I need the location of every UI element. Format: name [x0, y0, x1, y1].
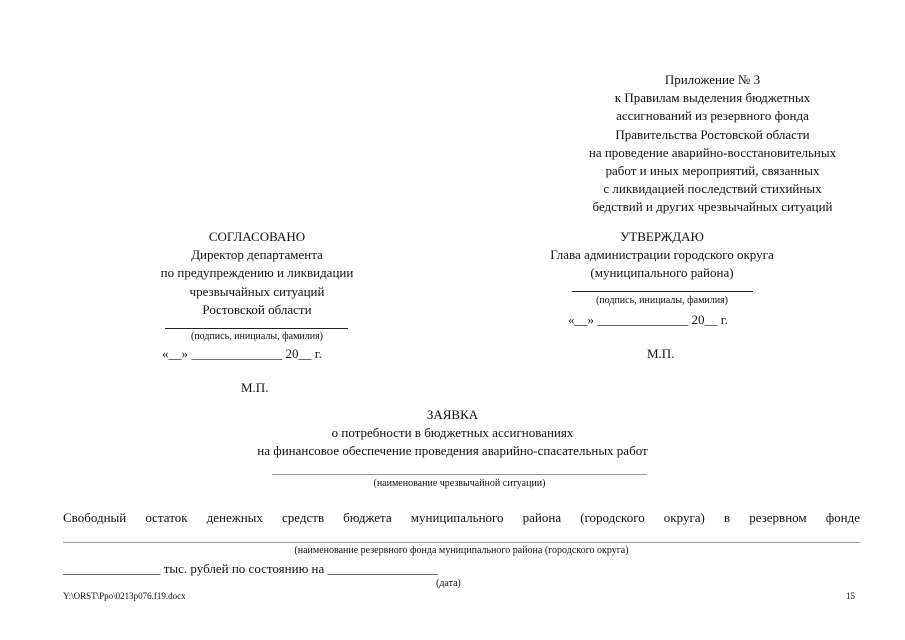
- appendix-line: к Правилам выделения бюджетных: [614, 90, 811, 106]
- approved-signature-caption: (подпись, инициалы, фамилия): [595, 295, 729, 306]
- request-title: ЗАЯВКА: [426, 407, 479, 422]
- agreed-position-line: Директор департамента: [191, 247, 323, 263]
- agreed-signature-caption: (подпись, инициалы, фамилия): [190, 331, 324, 342]
- approved-position-line: (муниципального района): [590, 265, 734, 281]
- body-paragraph: Свободный остаток денежных средств бюджета муниципального района (городского округа) в резервном фонде: [63, 510, 860, 525]
- appendix-line: Правительства Ростовской области: [615, 126, 810, 142]
- footer-file-path: Y:\ORST\Ppo\0213p076.f19.docx: [63, 591, 186, 601]
- request-subtitle: о потребности в бюджетных ассигнованиях: [331, 425, 574, 441]
- fund-name-line: [63, 542, 860, 543]
- appendix-line: ассигнований из резервного фонда: [616, 108, 809, 124]
- emergency-name-line: [272, 474, 647, 475]
- fund-caption: (наименование резервного фонда муниципального района (городского округа): [294, 545, 629, 556]
- appendix-line: на проведение аварийно-восстановительных: [588, 144, 837, 160]
- approved-block: [512, 228, 812, 283]
- approved-title: УТВЕРЖДАЮ: [620, 229, 704, 244]
- agreed-date-line: «__» ______________ 20__ г.: [162, 346, 322, 361]
- agreed-position-line: по предупреждению и ликвидации: [160, 265, 354, 281]
- agreed-signature-line: [165, 328, 348, 329]
- agreed-position-line: чрезвычайных ситуаций: [189, 283, 325, 299]
- emergency-caption: (наименование чрезвычайной ситуации): [373, 478, 546, 489]
- approved-stamp: М.П.: [647, 346, 675, 361]
- agreed-stamp: М.П.: [241, 380, 269, 395]
- approved-position-line: Глава администрации городского округа: [550, 247, 774, 263]
- date-caption: (дата): [436, 578, 461, 589]
- footer-page-number: 15: [846, 591, 855, 601]
- amount-line: _______________ тыс. рублей по состоянию на _________________: [63, 561, 439, 576]
- approved-date-line: «__» ______________ 20__ г.: [568, 312, 728, 327]
- appendix-line: с ликвидацией последствий стихийных: [603, 181, 822, 197]
- appendix-block: [560, 71, 865, 217]
- agreed-title: СОГЛАСОВАНО: [208, 229, 306, 244]
- appendix-line: бедствий и других чрезвычайных ситуаций: [592, 199, 833, 215]
- agreed-block: [117, 228, 397, 319]
- request-subtitle: на финансовое обеспечение проведения аварийно-спасательных работ: [257, 443, 648, 459]
- approved-signature-line: [572, 291, 753, 292]
- appendix-line: работ и иных мероприятий, связанных: [605, 163, 820, 179]
- appendix-line: Приложение № 3: [664, 72, 761, 87]
- request-block: [180, 406, 725, 461]
- agreed-position-line: Ростовской области: [202, 301, 312, 317]
